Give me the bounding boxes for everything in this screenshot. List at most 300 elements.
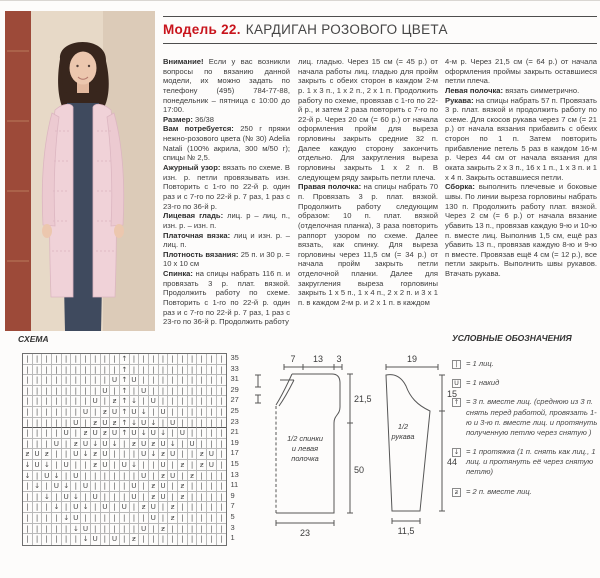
chart-cell: | [168, 365, 178, 376]
chart-cell: ↓ [139, 407, 149, 418]
chart-cell: | [178, 407, 188, 418]
chart-cell: | [120, 471, 130, 482]
body-piece-label-3: полочка [291, 454, 319, 463]
model-number: Модель 22. [163, 22, 241, 37]
chart-cell: | [207, 502, 217, 513]
chart-cell: | [168, 460, 178, 471]
chart-cell: | [62, 502, 72, 513]
chart-cell: U [139, 524, 149, 535]
body-piece-label-1: 1/2 спинки [287, 434, 323, 443]
chart-cell: ƶ [81, 428, 91, 439]
chart-cell: U [207, 449, 217, 460]
chart-row [23, 375, 226, 386]
chart-cell: | [42, 396, 52, 407]
chart-cell: | [188, 513, 198, 524]
chart-cell: | [217, 354, 227, 365]
chart-cell: | [42, 481, 52, 492]
chart-cell: | [101, 481, 111, 492]
chart-cell: | [207, 396, 217, 407]
chart-cell: | [197, 513, 207, 524]
chart-row-number: 25 [230, 405, 239, 415]
chart-cell: ↓ [71, 492, 81, 503]
chart-cell: U [139, 449, 149, 460]
chart-cell: | [168, 524, 178, 535]
chart-cell: | [217, 449, 227, 460]
chart-row-number: 13 [230, 469, 239, 479]
legend-item [452, 397, 598, 438]
chart-cell: | [81, 418, 91, 429]
chart-cell: | [23, 502, 33, 513]
chart-cell: ƶ [91, 460, 101, 471]
chart-cell: | [197, 534, 207, 545]
chart-cell: U [139, 439, 149, 450]
chart-cell: U [110, 407, 120, 418]
chart-cell: ↓ [33, 481, 43, 492]
chart-cell: U [52, 481, 62, 492]
chart-cell: U [159, 407, 169, 418]
chart-cell: | [159, 534, 169, 545]
chart-cell: | [207, 471, 217, 482]
chart-cell: | [62, 375, 72, 386]
chart-cell: | [62, 354, 72, 365]
text-column-3 [445, 57, 597, 279]
chart-cell: | [91, 481, 101, 492]
chart-row [23, 386, 226, 397]
chart-cell: U [149, 502, 159, 513]
chart-cell: ƶ [110, 396, 120, 407]
chart-cell: | [197, 428, 207, 439]
chart-cell: | [207, 354, 217, 365]
chart-row [23, 471, 226, 482]
chart-row-number: 33 [230, 363, 239, 373]
chart-cell: U [188, 439, 198, 450]
chart-cell: | [217, 375, 227, 386]
paragraph: Сборка: выполнить плечевые и боковые швы. По линии выреза горловины набрать 130 п. Продолжить работу плат. вязкой. Через 2 см (= 6 р.) от начала вязание убавить 13 п., провязав каждую 9-ю и 10-ю п. вместе лиц. Выполнив 1,5 см, ещё раз убавить 13 п., провязав каждую 8-ю и 9-ю п вместе. Провязав ещё 4 см (= 12 р.), все петли закрыть. Выполнить швы рукавов. Втачать рукава. [445, 182, 597, 279]
chart-cell: U [81, 439, 91, 450]
chart-cell: U [120, 460, 130, 471]
chart-cell: | [33, 354, 43, 365]
chart-cell: | [197, 439, 207, 450]
chart-cell: | [149, 471, 159, 482]
chart-cell: ↑ [120, 407, 130, 418]
chart-cell: | [81, 471, 91, 482]
chart-cell: | [207, 524, 217, 535]
chart-cell: | [42, 534, 52, 545]
chart-cell: ↑ [120, 365, 130, 376]
chart-cell: | [188, 365, 198, 376]
chart-cell: | [33, 375, 43, 386]
stitch-symbol-icon: U [452, 379, 461, 388]
chart-cell: | [91, 354, 101, 365]
chart-row [23, 492, 226, 503]
chart-cell: U [71, 513, 81, 524]
paragraph: Платочная вязка: лиц и изн. р. – лиц. п. [163, 230, 290, 250]
chart-cell: | [71, 386, 81, 397]
chart-cell: | [168, 375, 178, 386]
chart-cell: ↓ [91, 439, 101, 450]
chart-cell: | [207, 365, 217, 376]
hand-right [114, 224, 124, 238]
chart-row-number: 19 [230, 437, 239, 447]
chart-cell: ↓ [62, 513, 72, 524]
eye-right [88, 65, 90, 67]
chart-cell: | [81, 460, 91, 471]
chart-cell: | [139, 534, 149, 545]
chart-cell: | [42, 502, 52, 513]
paragraph: Спинка: на спицы набрать 116 п. и провязать 3 р. плат. вязкой. Продолжить работу по схеме. Повторить с 1-го по 22-й р. один раз и с 7-го по 22-й р. 7 раз, 1 раз с 23-го по 36-й р. Продолжить работу [163, 269, 290, 327]
chart-cell: | [52, 449, 62, 460]
chart-cell: U [159, 481, 169, 492]
chart-cell: ↓ [159, 428, 169, 439]
chart-cell: | [178, 471, 188, 482]
chart-cell: | [91, 365, 101, 376]
chart-cell: | [23, 418, 33, 429]
chart-cell: | [62, 439, 72, 450]
chart-cell: | [207, 534, 217, 545]
body-piece-schematic [255, 354, 372, 538]
chart-cell: | [42, 418, 52, 429]
chart-cell: | [52, 492, 62, 503]
chart-cell: U [81, 407, 91, 418]
sleeve-right-measure-2: 44 [447, 457, 458, 467]
chart-cell: | [130, 502, 140, 513]
chart-cell: ↓ [168, 439, 178, 450]
chart-cell: | [149, 365, 159, 376]
chart-cell: U [33, 449, 43, 460]
chart-cell: | [110, 513, 120, 524]
chart-cell: | [23, 534, 33, 545]
chart-cell: U [130, 428, 140, 439]
chart-cell: | [23, 354, 33, 365]
chart-cell: U [168, 418, 178, 429]
paragraph: Размер: 36/38 [163, 114, 215, 124]
chart-cell: | [188, 460, 198, 471]
chart-cell: | [110, 492, 120, 503]
paragraph: Ажурный узор: вязать по схеме. В изн. р. петли провязывать изн. Повторить с 1-го по 22-й р. один раз и с 7-го по 22-й р. 7 раз, 1 раз с 23-го по 36-й р. [163, 163, 290, 211]
legend-text: = 1 протяжка (1 п. снять как лиц., 1 лиц. и протянуть её через снятую петлю) [466, 447, 596, 477]
chart-cell: | [101, 396, 111, 407]
chart-cell: ƶ [42, 449, 52, 460]
page-title [163, 17, 597, 43]
chart-cell: U [110, 428, 120, 439]
chart-cell: | [149, 354, 159, 365]
chart-cell: | [120, 513, 130, 524]
chart-cell: | [207, 439, 217, 450]
chart-cell: | [217, 492, 227, 503]
chart-cell: | [178, 396, 188, 407]
photo-curtain [5, 11, 31, 331]
chart-row [23, 418, 226, 429]
chart-cell: ↓ [23, 471, 33, 482]
chart-cell: U [52, 439, 62, 450]
chart-cell: | [217, 365, 227, 376]
chart-cell: | [33, 418, 43, 429]
chart-cell: | [168, 492, 178, 503]
chart-cell: ƶ [159, 471, 169, 482]
chart-cell: | [52, 418, 62, 429]
chart-cell: U [91, 492, 101, 503]
chart-cell: | [188, 449, 198, 460]
chart-cell: ↓ [52, 502, 62, 513]
stitch-symbol-icon: ↑ [453, 398, 460, 407]
chart-cell: | [188, 354, 198, 365]
chart-cell: | [217, 502, 227, 513]
chart-cell: U [149, 428, 159, 439]
chart-row [23, 428, 226, 439]
title-text: КАРДИГАН РОЗОВОГО ЦВЕТА [245, 22, 448, 37]
chart-cell: ƶ [178, 460, 188, 471]
legend [452, 333, 598, 506]
chart-cell: | [33, 471, 43, 482]
chart-row-number: 23 [230, 416, 239, 426]
chart-row [23, 524, 226, 535]
chart-cell: | [197, 386, 207, 397]
chart-row [23, 534, 226, 545]
chart-cell: | [42, 524, 52, 535]
chart-cell: | [149, 534, 159, 545]
chart-cell: ↓ [52, 471, 62, 482]
chart-cell: U [101, 418, 111, 429]
stitch-symbol-icon: ƶ [452, 488, 461, 497]
chart-cell: | [197, 524, 207, 535]
chart-cell: | [130, 471, 140, 482]
chart-cell: U [91, 396, 101, 407]
chart-cell: | [23, 492, 33, 503]
chart-cell: | [81, 375, 91, 386]
chart-cell: | [101, 513, 111, 524]
legend-item [452, 378, 598, 388]
chart-cell: | [207, 513, 217, 524]
chart-cell: ↓ [81, 449, 91, 460]
chart-cell: | [188, 386, 198, 397]
chart-cell: | [217, 428, 227, 439]
chart-cell: ↑ [120, 375, 130, 386]
chart-cell: U [62, 460, 72, 471]
chart-cell: | [197, 492, 207, 503]
chart-cell: | [217, 386, 227, 397]
sleeve-schematic [386, 354, 457, 536]
chart-cell: | [52, 365, 62, 376]
chart-cell: ↓ [110, 439, 120, 450]
chart-cell: | [197, 407, 207, 418]
chart-grid [22, 353, 227, 546]
chart-cell: ƶ [178, 481, 188, 492]
chart-cell: ƶ [159, 449, 169, 460]
chart-cell: ↑ [120, 354, 130, 365]
chart-cell: U [130, 481, 140, 492]
chart-cell: | [188, 524, 198, 535]
chart-cell: | [23, 386, 33, 397]
chart-cell: | [81, 365, 91, 376]
chart-cell: | [91, 502, 101, 513]
chart-cell: ↓ [62, 481, 72, 492]
chart-cell: | [159, 386, 169, 397]
chart-cell: | [130, 513, 140, 524]
chart-cell: | [110, 471, 120, 482]
sleeve-top-measure: 19 [406, 354, 418, 364]
chart-cell: | [188, 418, 198, 429]
chart-cell: | [42, 407, 52, 418]
chart-row-number: 5 [230, 511, 235, 521]
chart-cell: | [178, 534, 188, 545]
legend-item [452, 359, 598, 369]
chart-cell: | [101, 524, 111, 535]
chart-cell: | [91, 513, 101, 524]
paragraph: Внимание! Если у вас возникли вопросы по вязанию данной модели, их можно задать по телефону (495) 784-77-88, понедельник – пятница с 10:00 до 17:00. [163, 57, 290, 115]
chart-cell: | [33, 439, 43, 450]
chart-cell: U [110, 534, 120, 545]
chart-cell: ↓ [139, 428, 149, 439]
chart-cell: ↓ [130, 396, 140, 407]
chart-cell: | [149, 460, 159, 471]
chart-cell: | [159, 513, 169, 524]
chart-cell: | [217, 471, 227, 482]
chart-cell: | [139, 460, 149, 471]
chart-cell: U [159, 439, 169, 450]
chart-cell: | [23, 365, 33, 376]
chart-cell: | [71, 396, 81, 407]
legend-item [452, 447, 598, 478]
chart-row [23, 513, 226, 524]
chart-cell: | [62, 471, 72, 482]
chart-cell: | [33, 365, 43, 376]
chart-cell: ƶ [168, 502, 178, 513]
chart-cell: U [207, 460, 217, 471]
chart-title: СХЕМА [18, 334, 49, 344]
chart-cell: | [159, 418, 169, 429]
chart-cell: | [197, 365, 207, 376]
chart-cell: | [23, 481, 33, 492]
chart-cell: | [110, 481, 120, 492]
chart-cell: | [168, 407, 178, 418]
chart-cell: | [62, 407, 72, 418]
stitch-symbol-icon: ↓ [453, 448, 460, 457]
chart-row [23, 365, 226, 376]
chart-cell: ƶ [130, 439, 140, 450]
chart-cell: | [62, 524, 72, 535]
chart-cell: ↑ [120, 386, 130, 397]
chart-cell: | [71, 534, 81, 545]
chart-cell: | [120, 492, 130, 503]
chart-cell: | [52, 513, 62, 524]
chart-row [23, 460, 226, 471]
chart-cell: | [62, 396, 72, 407]
chart-cell: U [62, 428, 72, 439]
chart-cell: | [168, 428, 178, 439]
chart-cell: | [42, 439, 52, 450]
chart-cell: | [139, 365, 149, 376]
chart-cell: | [120, 524, 130, 535]
chart-cell: U [71, 418, 81, 429]
chart-cell: | [168, 534, 178, 545]
chart-cell: | [168, 481, 178, 492]
chart-cell: | [71, 428, 81, 439]
chart-row-number: 1 [230, 533, 235, 543]
chart-cell: ƶ [188, 471, 198, 482]
chart-cell: ƶ [149, 439, 159, 450]
chart-cell: | [52, 524, 62, 535]
chart-cell: | [168, 386, 178, 397]
chart-cell: ↓ [149, 418, 159, 429]
chart-row [23, 354, 226, 365]
paragraph: Плотность вязания: 25 п. и 30 р. = 10 х 10 см [163, 249, 290, 269]
chart-cell: | [101, 492, 111, 503]
legend-title: УСЛОВНЫЕ ОБОЗНАЧЕНИЯ [452, 333, 572, 343]
chart-cell: U [168, 471, 178, 482]
chart-cell: | [130, 386, 140, 397]
legend-text: = 2 п. вместе лиц. [466, 486, 532, 496]
chart-cell: | [120, 481, 130, 492]
chart-cell: | [188, 428, 198, 439]
chart-cell: | [130, 365, 140, 376]
chart-cell: | [33, 407, 43, 418]
chart-row-number: 17 [230, 448, 239, 458]
chart-cell: ƶ [101, 428, 111, 439]
chart-cell: U [42, 471, 52, 482]
chart-cell: | [23, 407, 33, 418]
legend-text: = 1 накид [466, 378, 500, 388]
legend-items [452, 359, 598, 497]
chart-cell: U [71, 471, 81, 482]
chart-cell: | [33, 513, 43, 524]
chart-cell: | [130, 449, 140, 460]
chart-cell: | [178, 524, 188, 535]
chart-cell: ↓ [149, 449, 159, 460]
chart-cell: U [91, 428, 101, 439]
chart-cell: | [91, 471, 101, 482]
chart-cell: | [71, 375, 81, 386]
chart-cell: | [52, 407, 62, 418]
chart-row-number: 7 [230, 501, 235, 511]
chart-cell: U [81, 481, 91, 492]
paragraph: Левая полочка: вязать симметрично. [445, 85, 580, 95]
body-piece-label-2: и левая [291, 444, 319, 453]
chart-cell: | [188, 534, 198, 545]
sleeve-bottom-measure: 11,5 [397, 526, 415, 536]
chart-cell: | [91, 386, 101, 397]
chart-cell: | [110, 386, 120, 397]
chart-cell: U [178, 428, 188, 439]
chart-cell: ƶ [178, 492, 188, 503]
legend-text: = 1 лиц. [466, 359, 494, 368]
chart-cell: U [130, 375, 140, 386]
chart-cell: ƶ [197, 460, 207, 471]
chart-cell: | [81, 492, 91, 503]
body-right-measure-1: 21,5 [354, 394, 372, 404]
chart-cell: | [197, 502, 207, 513]
chart-cell: U [101, 449, 111, 460]
chart-cell: | [149, 375, 159, 386]
chart-cell: | [217, 513, 227, 524]
chart-cell: ↑ [120, 428, 130, 439]
chart-cell: | [120, 534, 130, 545]
chart-cell: ↑ [120, 396, 130, 407]
chart-cell: U [62, 492, 72, 503]
chart-row-number: 3 [230, 522, 235, 532]
chart-cell: | [207, 492, 217, 503]
header-rule-bottom [163, 43, 597, 44]
chart-cell: | [178, 386, 188, 397]
chart-cell: | [52, 386, 62, 397]
chart-cell: U [71, 449, 81, 460]
chart-cell: | [188, 407, 198, 418]
chart-cell: | [130, 354, 140, 365]
chart-row-number: 35 [230, 353, 239, 362]
chart-cell: ƶ [101, 407, 111, 418]
chart-cell: | [110, 460, 120, 471]
chart-cell: ƶ [149, 492, 159, 503]
chart-cell: U [101, 460, 111, 471]
